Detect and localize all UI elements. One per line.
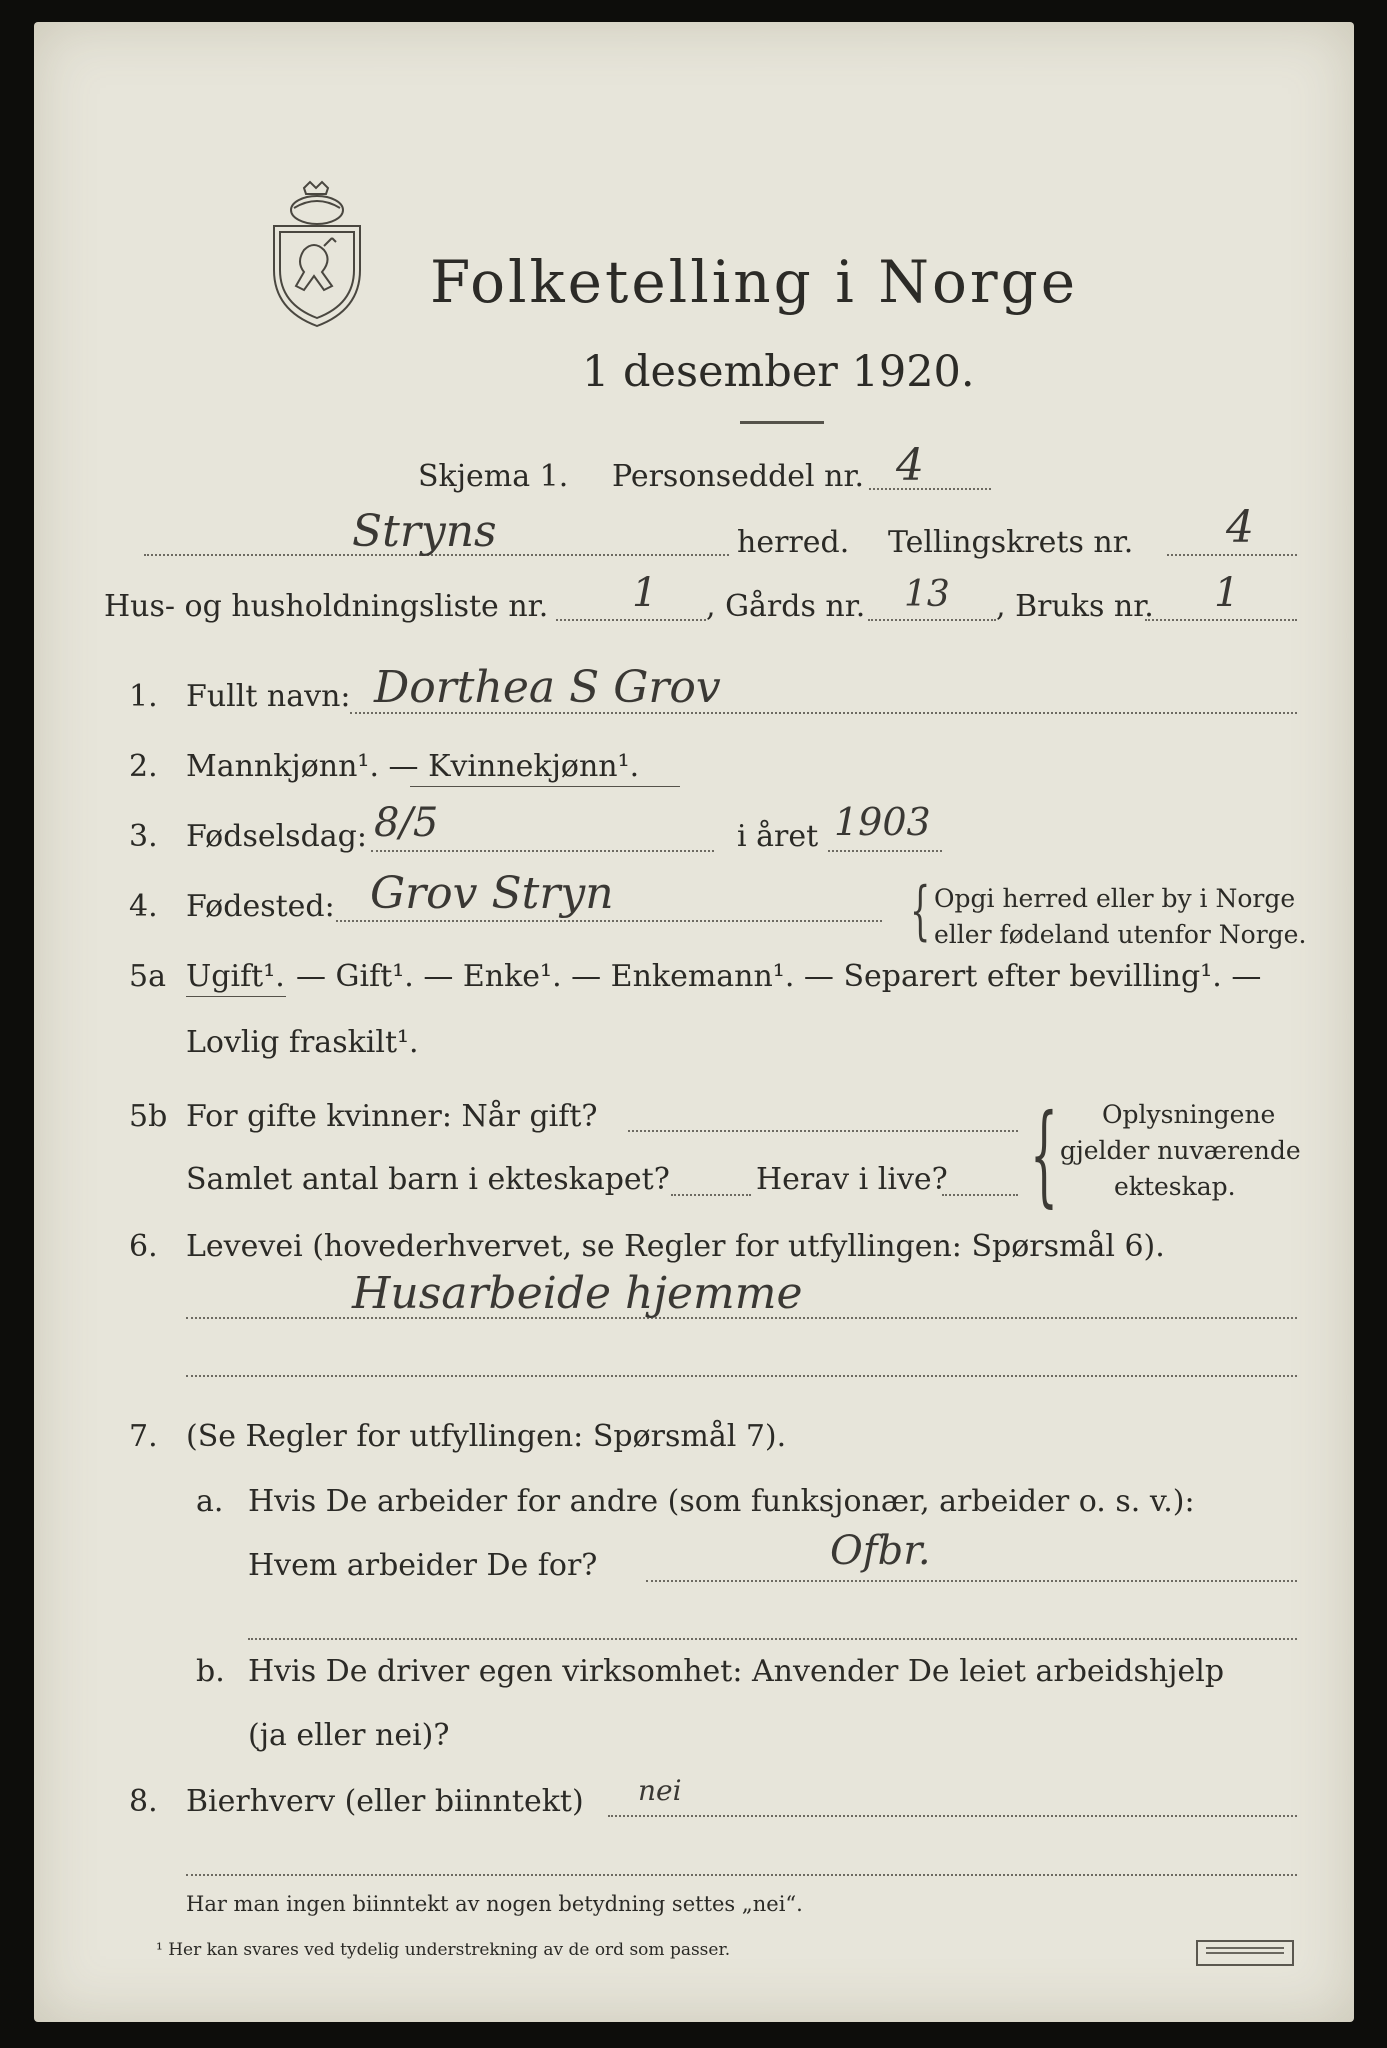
personseddel-line <box>869 488 991 490</box>
q3-day-line <box>371 850 714 852</box>
hus-label: Hus- og husholdningsliste nr. <box>104 589 549 624</box>
q7a-value: Ofbr. <box>830 1528 931 1574</box>
printer-stamp <box>1196 1940 1294 1966</box>
gards-line <box>868 619 996 621</box>
q5b-line2 <box>671 1194 751 1196</box>
q7b-line2: (ja eller nei)? <box>248 1718 450 1753</box>
herred-label: herred. <box>737 525 850 560</box>
q8-line <box>608 1815 1297 1817</box>
q8-number: 8. <box>129 1784 158 1819</box>
q4-line <box>336 920 882 922</box>
q8-extra-line <box>186 1874 1297 1876</box>
bruks-line <box>1145 619 1297 621</box>
herred-value: Stryns <box>352 506 497 557</box>
footer-note: Har man ingen biinntekt av nogen betydning settes „nei“. <box>186 1892 803 1916</box>
q5a-line2: Lovlig fraskilt¹. <box>186 1025 419 1060</box>
q7a-line2: Hvem arbeider De for? <box>248 1548 598 1583</box>
q7a-extra-line <box>248 1638 1297 1640</box>
q6-value: Husarbeide hjemme <box>352 1268 803 1319</box>
footnote: ¹ Her kan svares ved tydelig understrekning av de ord som passer. <box>156 1940 731 1960</box>
q6-label: Levevei (hovederhvervet, se Regler for utfyllingen: Spørsmål 6). <box>186 1229 1165 1264</box>
tellingskrets-value: 4 <box>1226 502 1254 553</box>
q4-value: Grov Stryn <box>370 868 614 919</box>
q4-note-line2: eller fødeland utenfor Norge. <box>934 920 1307 949</box>
gards-label: , Gårds nr. <box>706 589 866 624</box>
q5b-number: 5b <box>129 1099 168 1134</box>
q5b-line1 <box>628 1130 1018 1132</box>
q6-number: 6. <box>129 1229 158 1264</box>
hus-value: 1 <box>632 570 658 616</box>
coat-of-arms-icon <box>262 180 372 330</box>
q4-note-line1: Opgi herred eller by i Norge <box>934 884 1296 913</box>
q8-value: nei <box>638 1774 682 1807</box>
q6-line2 <box>186 1375 1297 1377</box>
q7-label: (Se Regler for utfyllingen: Spørsmål 7). <box>186 1419 787 1454</box>
q2-number: 2. <box>129 749 158 784</box>
q2-label: Mannkjønn¹. — Kvinnekjønn¹. <box>186 749 640 784</box>
q1-label: Fullt navn: <box>186 679 351 714</box>
q5b-label3: Herav i live? <box>756 1162 948 1197</box>
q5b-note-line1: Oplysningene <box>1102 1100 1276 1129</box>
q7a-number: a. <box>196 1484 224 1519</box>
q3-year-label: i året <box>737 819 819 854</box>
q5a-number: 5a <box>129 959 166 994</box>
census-date: 1 desember 1920. <box>582 347 975 397</box>
q3-value: 8/5 <box>374 800 439 846</box>
skjema-label: Skjema 1. <box>418 459 569 494</box>
personseddel-value: 4 <box>896 440 924 491</box>
q7b-number: b. <box>196 1654 225 1689</box>
tellingskrets-label: Tellingskrets nr. <box>888 525 1134 560</box>
hus-line <box>556 619 706 621</box>
q7a-value-line <box>646 1580 1297 1582</box>
q8-label: Bierhverv (eller biinntekt) <box>186 1784 584 1819</box>
q4-brace: { <box>910 874 931 948</box>
q5b-note-line3: ekteskap. <box>1114 1172 1236 1201</box>
q4-number: 4. <box>129 889 158 924</box>
q1-value: Dorthea S Grov <box>374 662 721 713</box>
q5b-label2: Samlet antal barn i ekteskapet? <box>186 1162 670 1197</box>
tellingskrets-line <box>1167 554 1297 556</box>
q5a-ugift: Ugift¹. <box>186 959 285 994</box>
q7b-line1: Hvis De driver egen virksomhet: Anvender De leiet arbeidshjelp <box>248 1654 1225 1689</box>
q3-year-value: 1903 <box>834 800 931 844</box>
q5b-label1: For gifte kvinner: Når gift? <box>186 1099 598 1134</box>
bruks-value: 1 <box>1214 570 1240 616</box>
form-title: Folketelling i Norge <box>430 248 1079 316</box>
q5a-underline <box>186 996 286 997</box>
q5a-options: — Gift¹. — Enke¹. — Enkemann¹. — Separert efter bevilling¹. — <box>296 959 1262 994</box>
q3-label: Fødselsdag: <box>186 819 367 854</box>
bruks-label: , Bruks nr. <box>996 589 1154 624</box>
personseddel-label: Personseddel nr. <box>612 459 865 494</box>
q3-year-line <box>828 850 942 852</box>
q1-number: 1. <box>129 679 158 714</box>
q4-label: Fødested: <box>186 889 335 924</box>
q5b-brace: { <box>1030 1090 1058 1218</box>
q3-number: 3. <box>129 819 158 854</box>
census-form <box>34 22 1354 2022</box>
q2-underline <box>410 786 680 787</box>
gards-value: 13 <box>904 574 950 615</box>
q5b-line3 <box>942 1194 1018 1196</box>
q7-number: 7. <box>129 1419 158 1454</box>
q7a-line1: Hvis De arbeider for andre (som funksjonær, arbeider o. s. v.): <box>248 1484 1195 1519</box>
title-divider <box>740 421 824 424</box>
q5b-note-line2: gjelder nuværende <box>1060 1136 1301 1165</box>
